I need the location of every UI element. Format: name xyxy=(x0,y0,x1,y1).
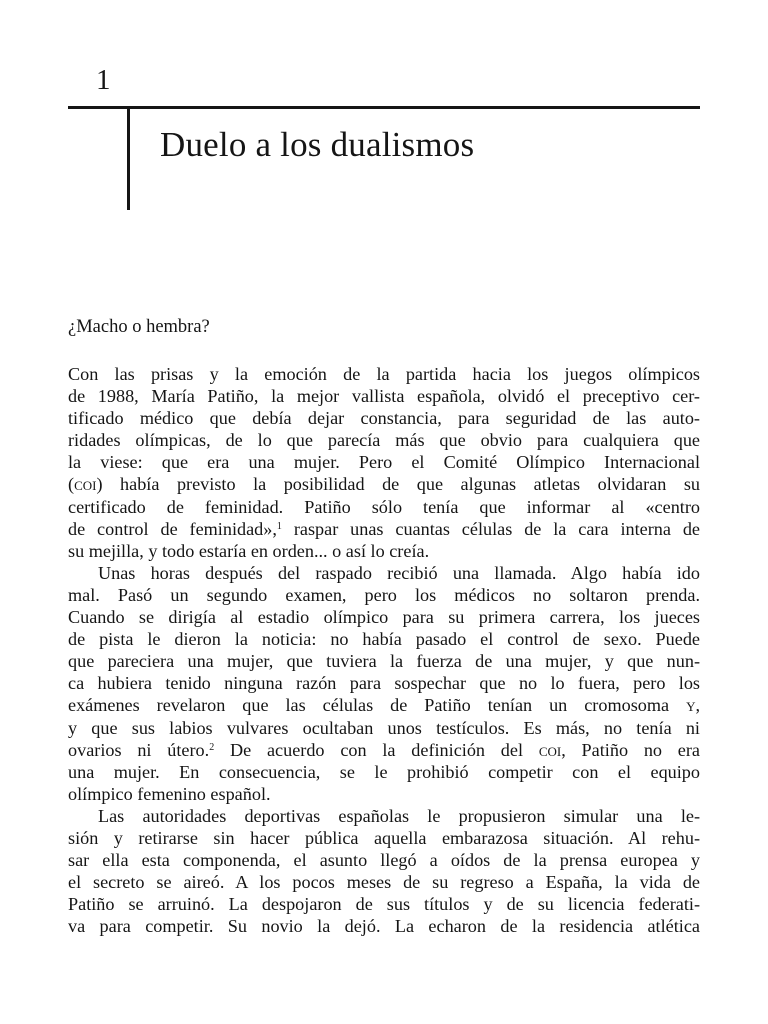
text-line xyxy=(68,694,700,716)
text-fragment: de control de feminidad», xyxy=(68,518,277,539)
text-line: certificado de feminidad. Patiño sólo tenía que informar al «centro xyxy=(68,496,700,517)
body-text xyxy=(68,363,700,937)
text-line: la viese: que era una mujer. Pero el Comité Olímpico Internacional xyxy=(68,452,700,473)
text-line: Cuando se dirigía al estadio olímpico para su primera carrera, los jueces xyxy=(68,607,700,628)
text-line: de pista le dieron la noticia: no había pasado el control de sexo. Puede xyxy=(68,629,700,650)
text-fragment: ) había previsto la posibilidad de que algunas atletas olvidaran su xyxy=(96,474,700,495)
text-line: Patiño se arruinó. La despojaron de sus títulos y de su licencia federati- xyxy=(68,894,700,915)
footnote-ref-2: 2 xyxy=(209,741,215,753)
text-line: su mejilla, y todo estaría en orden... o así lo creía. xyxy=(68,540,430,561)
text-fragment: exámenes revelaron que las células de Patiño tenían un cromosoma xyxy=(68,695,687,716)
text-line: una mujer. En consecuencia, se le prohibió competir con el equipo xyxy=(68,761,700,782)
text-line: olímpico femenino español. xyxy=(68,783,271,804)
text-fragment: ( xyxy=(68,474,75,495)
text-fragment: ovarios ni útero. xyxy=(68,739,210,760)
paragraph-3 xyxy=(68,805,700,938)
text-line: de 1988, María Patiño, la mejor vallista española, olvidó el preceptivo cer- xyxy=(68,386,700,407)
text-line: va para competir. Su novio la dejó. La echaron de la residencia atlética xyxy=(68,916,700,937)
text-line: Con las prisas y la emoción de la partida hacia los juegos olímpicos xyxy=(68,364,700,384)
text-line: Unas horas después del raspado recibió una llamada. Algo había ido xyxy=(98,562,700,583)
text-line xyxy=(68,518,700,540)
text-fragment: De acuerdo con la definición del xyxy=(214,739,539,760)
chapter-number: 1 xyxy=(96,64,111,96)
horizontal-rule xyxy=(68,106,700,109)
text-fragment: , xyxy=(695,695,700,716)
text-fragment: , Patiño no era xyxy=(561,739,701,760)
text-line: y que sus labios vulvares ocultaban unos testículos. Es más, no tenía ni xyxy=(68,717,700,738)
text-line: tificado médico que debía dejar constancia, para seguridad de las auto- xyxy=(68,408,700,429)
footnote-ref-1: 1 xyxy=(276,520,282,532)
abbreviation-coi: coi xyxy=(538,739,562,760)
text-line: Las autoridades deportivas españolas le propusieron simular una le- xyxy=(98,805,700,826)
text-line: ridades olímpicas, de lo que parecía más que obvio para cualquiera que xyxy=(68,430,700,451)
chromosome-y: y xyxy=(686,695,696,716)
text-line: el secreto se aireó. A los pocos meses de su regreso a España, la vida de xyxy=(68,872,700,893)
text-line: sión y retirarse sin hacer pública aquella embarazosa situación. Al rehu- xyxy=(68,827,700,848)
text-line: ca hubiera tenido ninguna razón para sospechar que no lo fuera, pero los xyxy=(68,673,700,694)
text-line: sar ella esta componenda, el asunto llegó a oídos de la prensa europea y xyxy=(68,850,700,871)
abbreviation-coi: coi xyxy=(74,474,97,495)
section-heading: ¿Macho o hembra? xyxy=(68,317,210,337)
vertical-rule xyxy=(127,107,130,210)
text-line: mal. Pasó un segundo examen, pero los médicos no soltaron prenda. xyxy=(68,584,700,605)
text-fragment: raspar unas cuantas células de la cara interna de xyxy=(281,518,700,539)
text-line xyxy=(68,473,700,495)
text-line: que pareciera una mujer, que tuviera la fuerza de una mujer, y que nun- xyxy=(68,651,700,672)
paragraph-2 xyxy=(68,562,700,805)
text-line xyxy=(68,739,700,761)
chapter-title: Duelo a los dualismos xyxy=(160,125,475,164)
paragraph-1 xyxy=(68,363,700,562)
